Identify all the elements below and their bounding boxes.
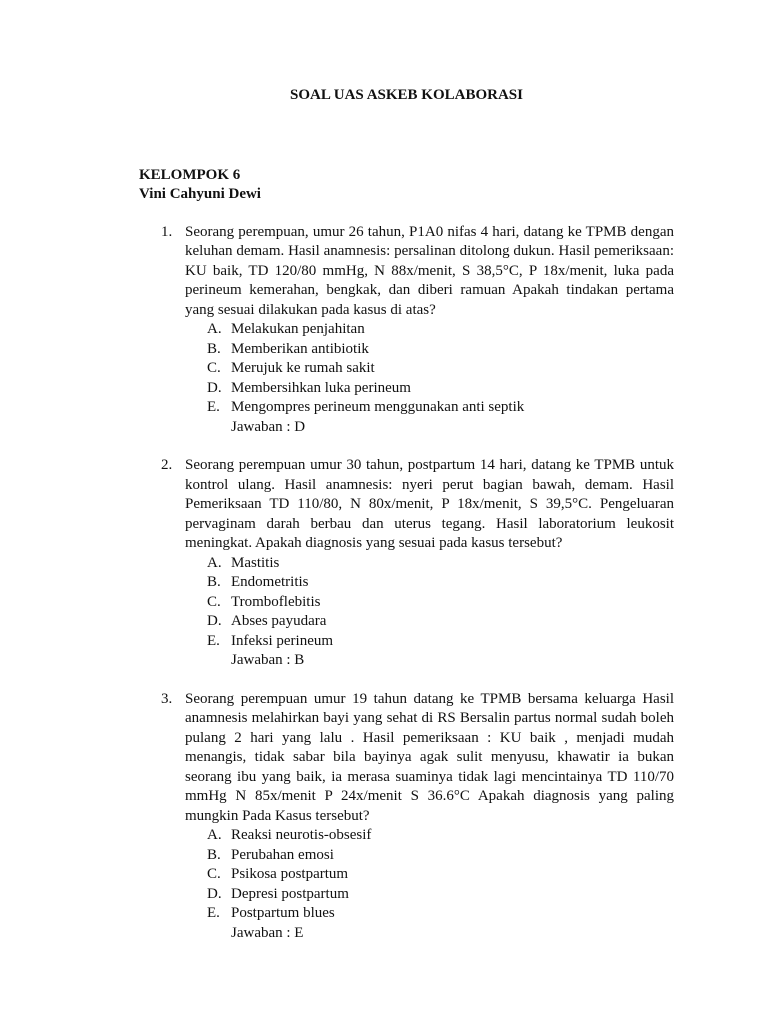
option-text: Depresi postpartum bbox=[231, 885, 349, 902]
option-item bbox=[207, 632, 674, 652]
option-letter: D. bbox=[207, 379, 222, 396]
option-letter: D. bbox=[207, 613, 222, 629]
option-list bbox=[207, 554, 674, 652]
question-text: Seorang perempuan, umur 26 tahun, P1A0 nifas 4 hari, datang ke TPMB dengan keluhan demam. Hasil anamnesis: persalinan ditolong dukun. Hasil pemeriksaan: KU baik, TD 120/80 mmHg, N 88x/menit, S 38,5°C, P 18x/menit, luka pada perineum kemerahan, bengkak, dan diberi ramuan Apakah tindakan pertama yang sesuai dilakukan pada kasus di atas? bbox=[185, 223, 674, 318]
option-text: Abses payudara bbox=[231, 613, 327, 629]
question-text: Seorang perempuan umur 30 tahun, postpartum 14 hari, datang ke TPMB untuk kontrol ulang. Hasil anamnesis: nyeri perut bagian bawah, demam. Hasil Pemeriksaan TD 110/80, N 80x/menit, P 18x/menit, S 39,5°C. Pengeluaran pervaginam darah berbau dan uterus tegang. Hasil laboratorium leukosit meningkat. Apakah diagnosis yang sesuai pada kasus tersebut? bbox=[185, 457, 674, 551]
option-item bbox=[207, 865, 674, 885]
option-text: Merujuk ke rumah sakit bbox=[231, 360, 375, 376]
option-letter: E. bbox=[207, 905, 220, 921]
option-item bbox=[207, 904, 674, 924]
option-item bbox=[207, 826, 674, 846]
question-number: 3. bbox=[161, 690, 173, 707]
option-letter: C. bbox=[207, 866, 221, 882]
option-item bbox=[207, 885, 674, 905]
question-item bbox=[139, 223, 674, 438]
option-item bbox=[207, 846, 674, 866]
answer-key: Jawaban : B bbox=[231, 652, 305, 668]
option-text: Psikosa postpartum bbox=[231, 866, 349, 882]
option-item bbox=[207, 554, 674, 574]
option-text: Mengompres perineum menggunakan anti septik bbox=[231, 399, 525, 415]
question-number: 1. bbox=[161, 223, 173, 240]
question-item bbox=[139, 690, 674, 944]
option-text: Membersihkan luka perineum bbox=[231, 379, 411, 396]
option-item bbox=[207, 359, 674, 379]
question-number: 2. bbox=[161, 457, 173, 473]
answer-key: Jawaban : E bbox=[231, 924, 304, 941]
option-letter: C. bbox=[207, 360, 221, 376]
author-name: Vini Cahyuni Dewi bbox=[139, 186, 261, 202]
option-letter: B. bbox=[207, 574, 221, 590]
option-text: Tromboflebitis bbox=[231, 593, 321, 610]
question-text: Seorang perempuan umur 19 tahun datang ke TPMB bersama keluarga Hasil anamnesis melahirkan bayi yang sehat di RS Bersalin partus normal sudah boleh pulang 2 hari yang lalu . Hasil pemeriksaan : KU baik , menjadi mudah menangis, tidak sabar bila bayinya agak sulit menyusu, khawatir ia bukan seorang ibu yang baik, ia merasa suaminya tidak lagi mencintainya TD 110/70 mmHg N 85x/menit P 24x/menit S 36.6°C Apakah diagnosis yang paling mungkin Pada Kasus tersebut? bbox=[185, 690, 674, 824]
option-text: Perubahan emosi bbox=[231, 846, 334, 863]
document-title: SOAL UAS ASKEB KOLABORASI bbox=[290, 87, 523, 103]
option-text: Mastitis bbox=[231, 554, 280, 571]
option-letter: B. bbox=[207, 340, 221, 357]
option-letter: D. bbox=[207, 885, 222, 902]
option-text: Infeksi perineum bbox=[231, 632, 334, 649]
option-text: Reaksi neurotis-obsesif bbox=[231, 827, 372, 843]
option-item bbox=[207, 379, 674, 399]
option-text: Endometritis bbox=[231, 574, 309, 590]
group-name: KELOMPOK 6 bbox=[139, 166, 241, 183]
option-item bbox=[207, 573, 674, 593]
option-text: Memberikan antibiotik bbox=[231, 340, 369, 357]
option-letter: A. bbox=[207, 321, 222, 337]
option-item bbox=[207, 340, 674, 360]
option-letter: A. bbox=[207, 554, 222, 571]
option-letter: A. bbox=[207, 827, 222, 843]
option-text: Melakukan penjahitan bbox=[231, 321, 365, 337]
option-list bbox=[207, 826, 674, 924]
option-letter: C. bbox=[207, 593, 221, 610]
option-item bbox=[207, 320, 674, 340]
option-item bbox=[207, 593, 674, 613]
question-item bbox=[139, 456, 674, 671]
answer-key: Jawaban : D bbox=[231, 418, 306, 435]
option-list bbox=[207, 320, 674, 418]
option-letter: E. bbox=[207, 632, 220, 649]
option-letter: B. bbox=[207, 846, 221, 863]
option-item bbox=[207, 398, 674, 418]
option-text: Postpartum blues bbox=[231, 905, 335, 921]
option-letter: E. bbox=[207, 399, 220, 415]
group-info bbox=[139, 166, 674, 205]
option-item bbox=[207, 612, 674, 632]
